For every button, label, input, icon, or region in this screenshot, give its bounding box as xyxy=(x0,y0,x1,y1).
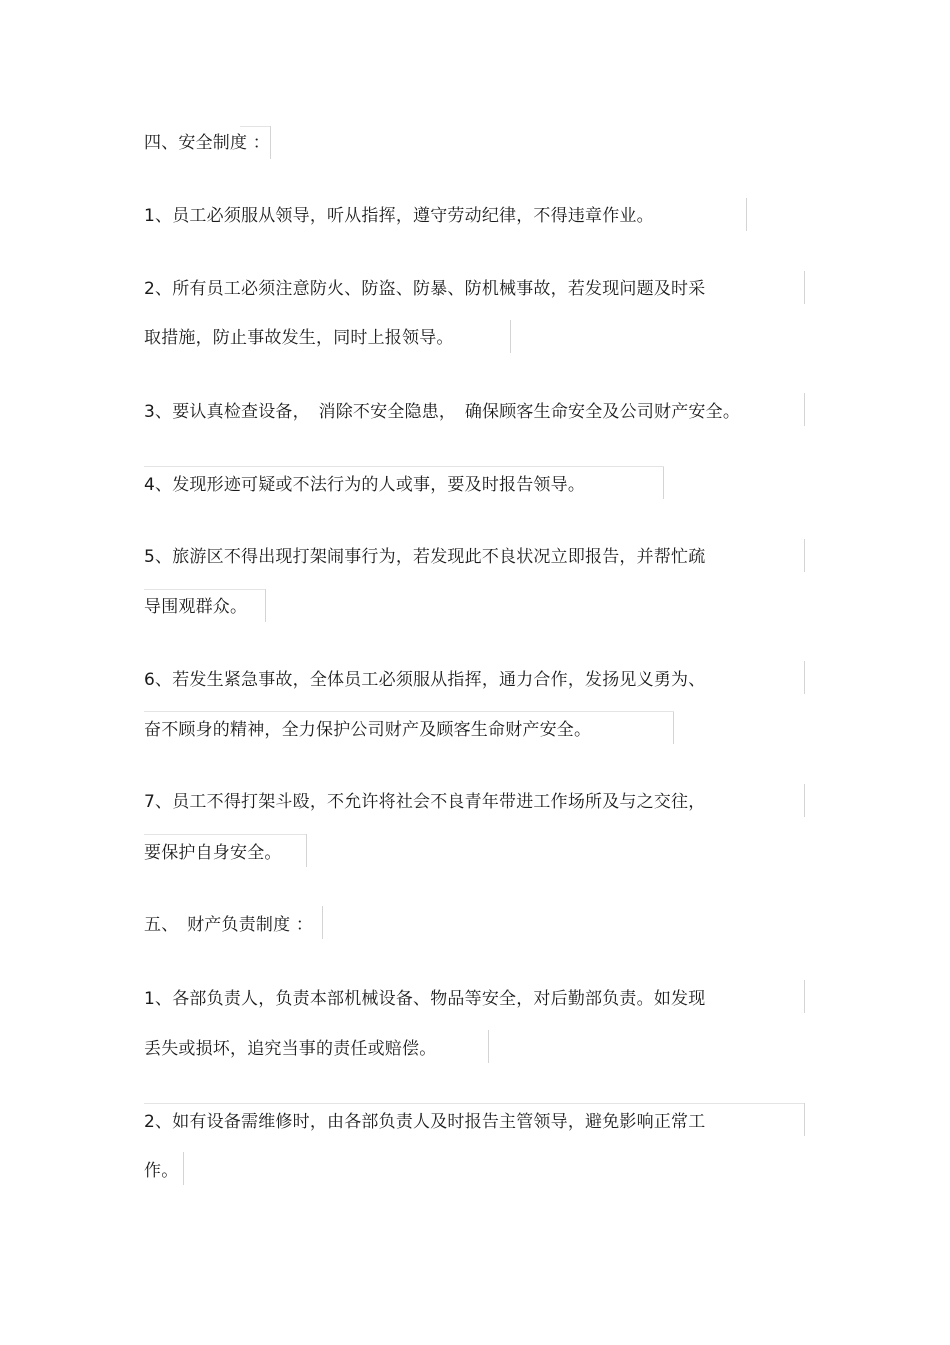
divider xyxy=(804,271,805,304)
list-item-line: 3、要认真检查设备， 消除不安全隐患， 确保顾客生命安全及公司财产安全。 xyxy=(144,402,741,422)
divider xyxy=(144,834,306,835)
divider xyxy=(144,711,674,712)
list-item-line: 2、如有设备需维修时，由各部负责人及时报告主管领导，避免影响正常工 xyxy=(144,1112,706,1132)
list-item-line: 7、员工不得打架斗殴，不允许将社会不良青年带进工作场所及与之交往， xyxy=(144,792,706,812)
list-item-line: 1、员工必须服从领导，听从指挥，遵守劳动纪律，不得违章作业。 xyxy=(144,206,654,226)
divider xyxy=(673,711,674,744)
divider xyxy=(144,466,664,467)
section-heading-property: 五、 财产负责制度 ： xyxy=(144,915,314,935)
divider xyxy=(804,393,805,426)
divider xyxy=(488,1030,489,1063)
list-item-line: 4、发现形迹可疑或不法行为的人或事，要及时报告领导。 xyxy=(144,475,586,495)
list-item-line: 取措施，防止事故发生，同时上报领导。 xyxy=(144,328,454,348)
list-item-line: 奋不顾身的精神，全力保护公司财产及顾客生命财产安全。 xyxy=(144,720,592,740)
list-item-line: 要保护自身安全。 xyxy=(144,843,282,863)
divider xyxy=(144,1103,804,1104)
divider xyxy=(804,784,805,817)
list-item-line: 5、旅游区不得出现打架闹事行为，若发现此不良状况立即报告，并帮忙疏 xyxy=(144,547,706,567)
divider xyxy=(804,980,805,1013)
divider xyxy=(240,126,270,127)
section-heading-safety: 四、安全制度 ： xyxy=(144,133,271,153)
divider xyxy=(510,320,511,353)
divider xyxy=(183,1152,184,1185)
list-item-line: 丢失或损坏，追究当事的责任或赔偿。 xyxy=(144,1039,437,1059)
divider xyxy=(804,661,805,694)
list-item-line: 2、所有员工必须注意防火、防盗、防暴、防机械事故，若发现问题及时采 xyxy=(144,279,706,299)
list-item-line: 6、若发生紧急事故，全体员工必须服从指挥，通力合作，发扬见义勇为、 xyxy=(144,670,706,690)
divider xyxy=(804,1103,805,1136)
divider xyxy=(322,906,323,939)
list-item-line: 1、各部负责人，负责本部机械设备、物品等安全，对后勤部负责。如发现 xyxy=(144,989,706,1009)
divider xyxy=(746,198,747,231)
list-item-line: 作。 xyxy=(144,1161,179,1181)
divider xyxy=(144,589,265,590)
divider xyxy=(663,466,664,499)
list-item-line: 导围观群众。 xyxy=(144,597,248,617)
divider xyxy=(270,126,271,159)
divider xyxy=(804,539,805,572)
divider xyxy=(306,834,307,867)
divider xyxy=(265,589,266,622)
